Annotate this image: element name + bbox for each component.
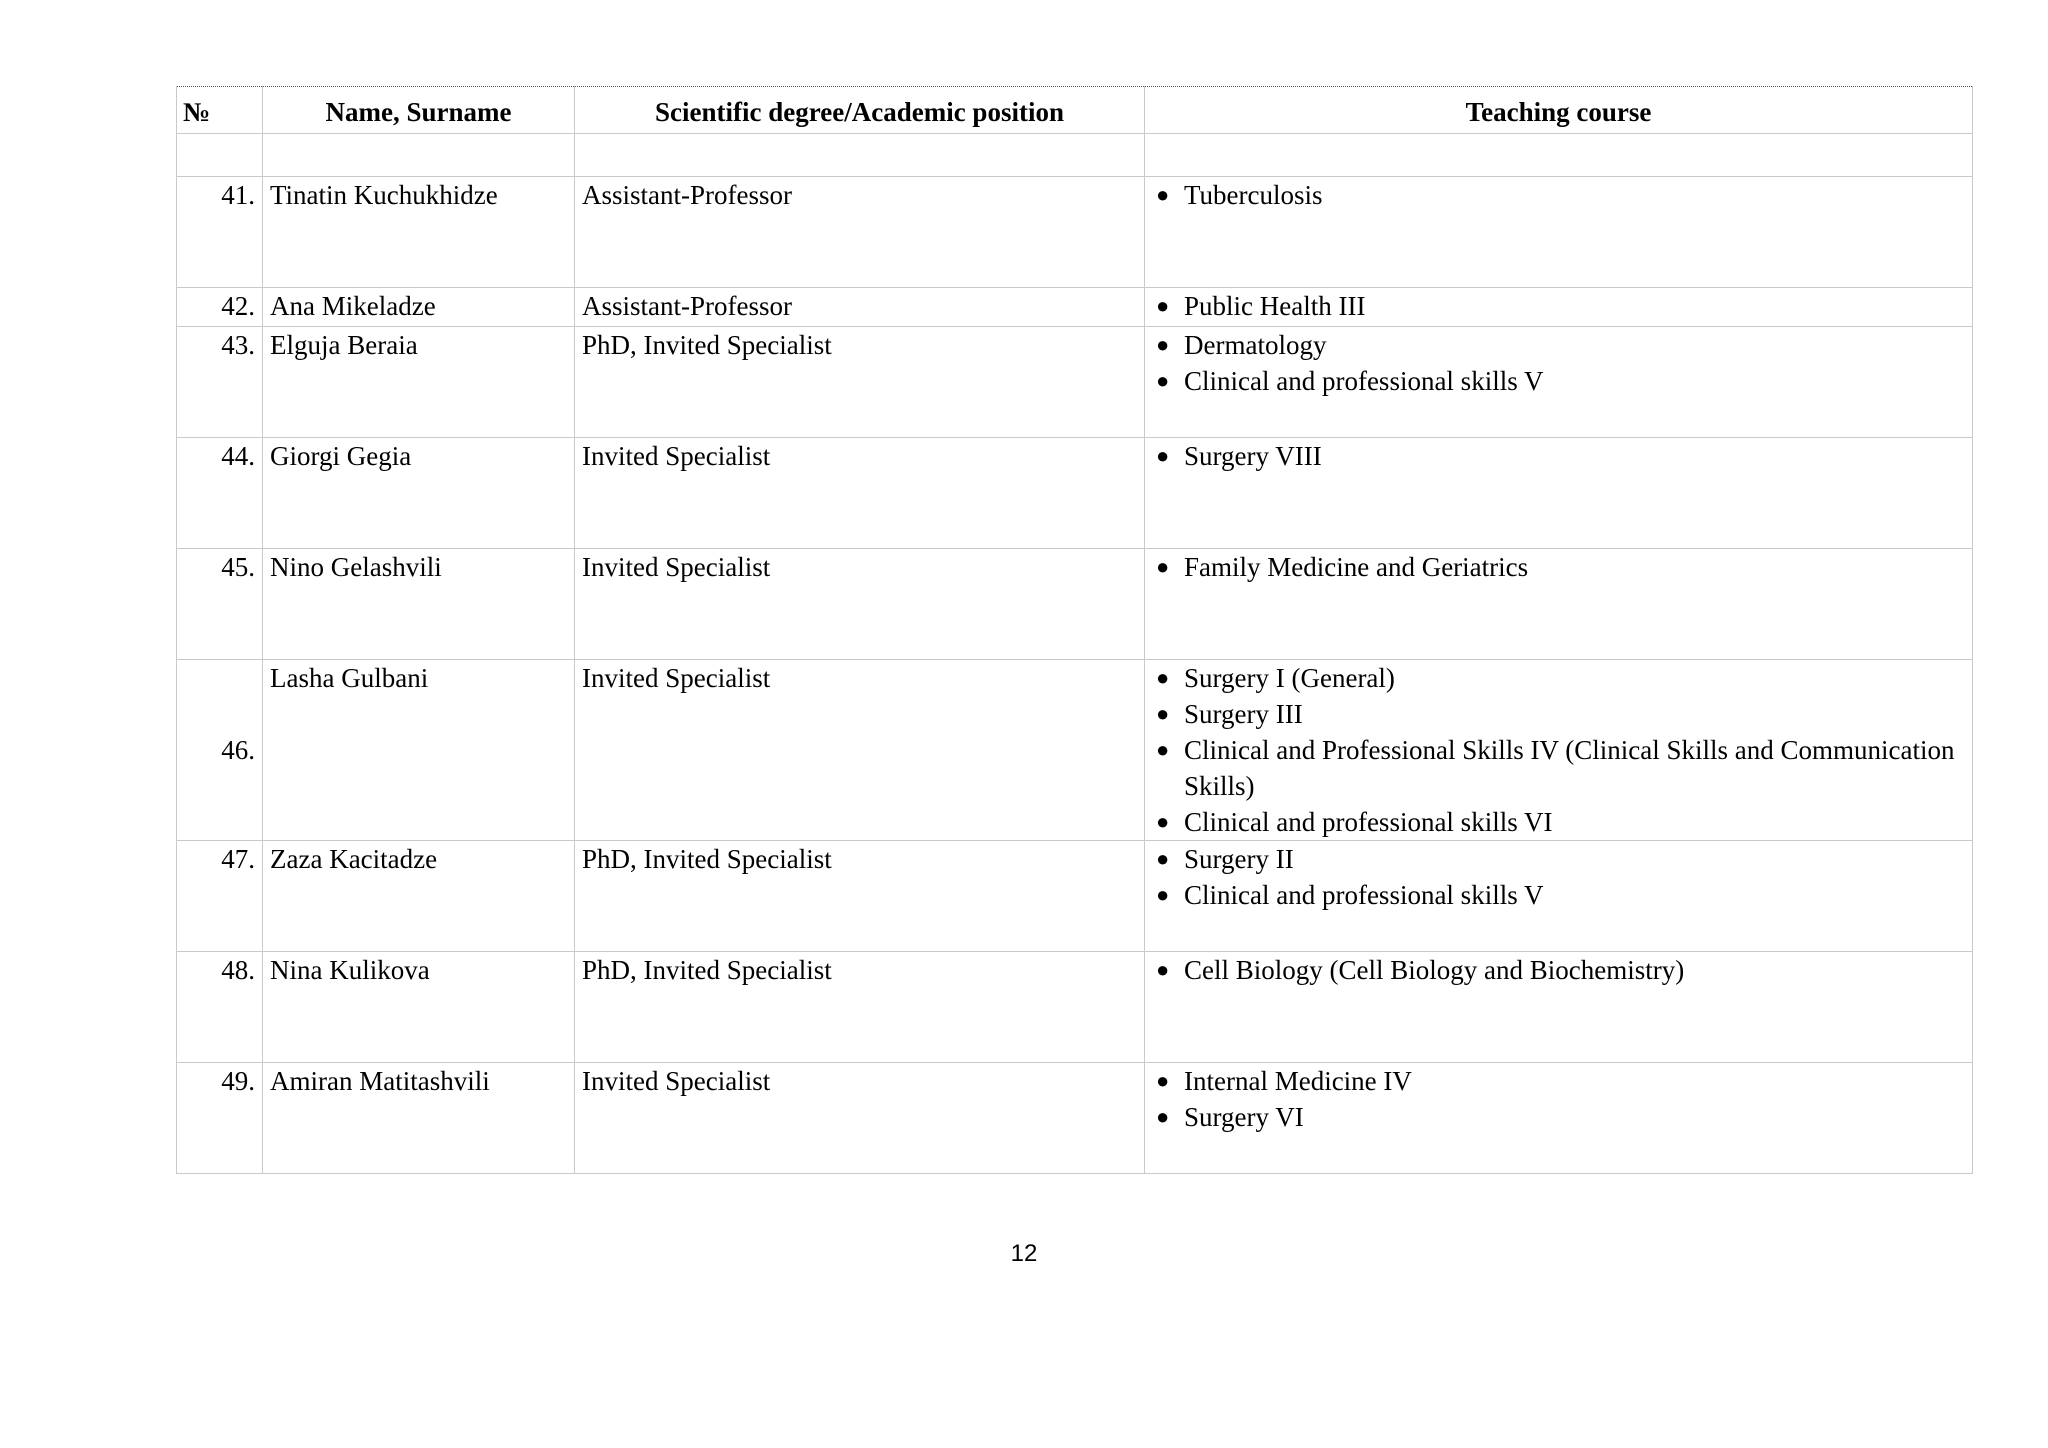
staff-position: Invited Specialist <box>575 660 1145 841</box>
course-cell <box>1145 327 1973 438</box>
course-cell <box>1145 1063 1973 1174</box>
table-row <box>177 438 1973 549</box>
row-number: 49. <box>177 1063 263 1174</box>
empty-row <box>177 134 1973 177</box>
course-cell <box>1145 438 1973 549</box>
staff-position: PhD, Invited Specialist <box>575 327 1145 438</box>
bullet-icon: ● <box>1156 182 1170 207</box>
staff-name: Lasha Gulbani <box>263 660 575 841</box>
header-number: № <box>177 87 263 134</box>
course-list <box>1152 952 1965 988</box>
bullet-icon: ● <box>1156 554 1170 579</box>
course-cell <box>1145 549 1973 660</box>
table-row <box>177 177 1973 288</box>
row-number: 44. <box>177 438 263 549</box>
staff-position: Invited Specialist <box>575 438 1145 549</box>
course-item: ● Clinical and professional skills VI <box>1152 804 1965 840</box>
course-item: ● Tuberculosis <box>1152 177 1965 213</box>
row-number: 42. <box>177 288 263 327</box>
staff-name: Nino Gelashvili <box>263 549 575 660</box>
header-position: Scientific degree/Academic position <box>575 87 1145 134</box>
course-list <box>1152 177 1965 213</box>
bullet-icon: ● <box>1156 1104 1170 1129</box>
staff-position: PhD, Invited Specialist <box>575 952 1145 1063</box>
staff-position: Assistant-Professor <box>575 288 1145 327</box>
header-course: Teaching course <box>1145 87 1973 134</box>
staff-name: Elguja Beraia <box>263 327 575 438</box>
staff-name: Ana Mikeladze <box>263 288 575 327</box>
course-cell <box>1145 177 1973 288</box>
table-row <box>177 1063 1973 1174</box>
table-row <box>177 549 1973 660</box>
bullet-icon: ● <box>1156 443 1170 468</box>
course-item: ● Internal Medicine IV <box>1152 1063 1965 1099</box>
row-number: 43. <box>177 327 263 438</box>
bullet-icon: ● <box>1156 293 1170 318</box>
table-row <box>177 841 1973 952</box>
course-item: ● Dermatology <box>1152 327 1965 363</box>
course-item: ● Surgery II <box>1152 841 1965 877</box>
course-item: ● Surgery VI <box>1152 1099 1965 1135</box>
staff-position: Invited Specialist <box>575 1063 1145 1174</box>
staff-position: Invited Specialist <box>575 549 1145 660</box>
table-row <box>177 660 1973 841</box>
bullet-icon: ● <box>1156 332 1170 357</box>
course-cell <box>1145 660 1973 841</box>
row-number: 47. <box>177 841 263 952</box>
row-number: 41. <box>177 177 263 288</box>
staff-table <box>176 86 1973 1174</box>
row-number: 46. <box>177 660 263 841</box>
course-cell <box>1145 288 1973 327</box>
bullet-icon: ● <box>1156 665 1170 690</box>
table-row <box>177 288 1973 327</box>
staff-position: Assistant-Professor <box>575 177 1145 288</box>
staff-name: Zaza Kacitadze <box>263 841 575 952</box>
course-item: ● Family Medicine and Geriatrics <box>1152 549 1965 585</box>
row-number: 48. <box>177 952 263 1063</box>
staff-name: Amiran Matitashvili <box>263 1063 575 1174</box>
course-item: ● Clinical and professional skills V <box>1152 877 1965 913</box>
course-list <box>1152 549 1965 585</box>
header-name: Name, Surname <box>263 87 575 134</box>
bullet-icon: ● <box>1156 957 1170 982</box>
row-number: 45. <box>177 549 263 660</box>
table-row <box>177 327 1973 438</box>
table-header-row <box>177 87 1973 134</box>
table-row <box>177 952 1973 1063</box>
course-cell <box>1145 952 1973 1063</box>
page-number: 12 <box>1010 1240 1038 1267</box>
bullet-icon: ● <box>1156 1068 1170 1093</box>
bullet-icon: ● <box>1156 846 1170 871</box>
bullet-icon: ● <box>1156 368 1170 393</box>
course-item: ● Clinical and Professional Skills IV (Clinical Skills and Communication Skills) <box>1152 732 1965 804</box>
staff-name: Nina Kulikova <box>263 952 575 1063</box>
course-item: ● Public Health III <box>1152 288 1965 324</box>
course-item: ● Clinical and professional skills V <box>1152 363 1965 399</box>
course-item: ● Surgery III <box>1152 696 1965 732</box>
staff-name: Tinatin Kuchukhidze <box>263 177 575 288</box>
course-list <box>1152 288 1965 324</box>
course-list <box>1152 1063 1965 1135</box>
staff-position: PhD, Invited Specialist <box>575 841 1145 952</box>
course-list <box>1152 841 1965 913</box>
staff-name: Giorgi Gegia <box>263 438 575 549</box>
course-item: ● Surgery VIII <box>1152 438 1965 474</box>
course-cell <box>1145 841 1973 952</box>
course-list <box>1152 327 1965 399</box>
bullet-icon: ● <box>1156 701 1170 726</box>
bullet-icon: ● <box>1156 737 1170 762</box>
bullet-icon: ● <box>1156 809 1170 834</box>
bullet-icon: ● <box>1156 882 1170 907</box>
course-item: ● Cell Biology (Cell Biology and Biochemistry) <box>1152 952 1965 988</box>
course-list <box>1152 660 1965 840</box>
course-list <box>1152 438 1965 474</box>
course-item: ● Surgery I (General) <box>1152 660 1965 696</box>
